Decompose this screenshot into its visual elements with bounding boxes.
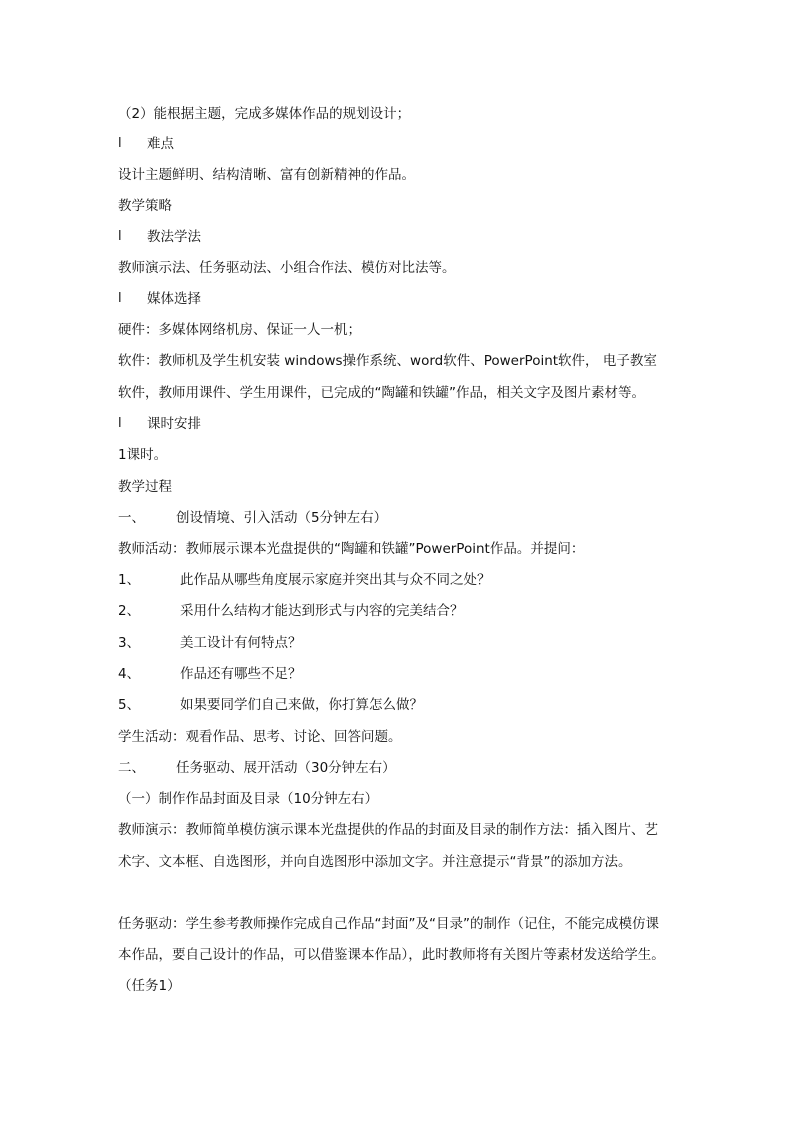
- paragraph-demo-2: 术字、文本框、自选图形，并向自选图形中添加文字。并注意提示“背景”的添加方法。: [118, 854, 632, 870]
- paragraph-task-2: 本作品，要自己设计的作品，可以借鉴课本作品），此时教师将有关图片等素材发送给学生。: [118, 947, 665, 963]
- section-title-1: 创设情境、引入活动（5分钟左右）: [176, 510, 388, 526]
- bullet-marker: l: [118, 416, 122, 431]
- heading-methods: 教法学法: [147, 229, 201, 245]
- question-number: 3、: [118, 635, 141, 651]
- bullet-marker: l: [118, 136, 122, 151]
- paragraph-objective-2: （2）能根据主题，完成多媒体作品的规划设计；: [118, 106, 411, 122]
- question-number: 1、: [118, 572, 141, 588]
- question-number: 2、: [118, 603, 141, 619]
- question-5: 如果要同学们自己来做，你打算怎么做？: [180, 697, 423, 713]
- paragraph-task-3: （任务1）: [118, 978, 181, 994]
- heading-media: 媒体选择: [147, 291, 201, 307]
- question-number: 4、: [118, 666, 141, 682]
- question-1: 此作品从哪些角度展示家庭并突出其与众不同之处？: [180, 572, 491, 588]
- question-2: 采用什么结构才能达到形式与内容的完美结合？: [180, 603, 464, 619]
- paragraph-teacher-activity: 教师活动：教师展示课本光盘提供的“陶罐和铁罐”PowerPoint作品。并提问：: [118, 541, 585, 557]
- paragraph-difficulty: 设计主题鲜明、结构清晰、富有创新精神的作品。: [118, 167, 415, 183]
- bullet-marker: l: [118, 291, 122, 306]
- section-number: 一、: [118, 510, 145, 526]
- paragraph-student-activity: 学生活动：观看作品、思考、讨论、回答问题。: [118, 729, 402, 745]
- paragraph-software-1: 软件：教师机及学生机安装 windows操作系统、word软件、PowerPoint软件， 电子教室: [118, 353, 657, 369]
- paragraph-software-2: 软件，教师用课件、学生用课件，已完成的“陶罐和铁罐”作品，相关文字及图片素材等。: [118, 385, 645, 401]
- section-number: 二、: [118, 760, 145, 776]
- section-title-2: 任务驱动、展开活动（30分钟左右）: [176, 760, 396, 776]
- paragraph-demo-1: 教师演示：教师简单模仿演示课本光盘提供的作品的封面及目录的制作方法：插入图片、艺: [118, 822, 658, 838]
- paragraph-schedule: 1课时。: [118, 447, 168, 463]
- heading-difficulty: 难点: [147, 136, 174, 152]
- paragraph-task-1: 任务驱动：学生参考教师操作完成自己作品“封面”及“目录”的制作（记住，不能完成模仿课: [118, 916, 659, 932]
- question-4: 作品还有哪些不足？: [180, 666, 302, 682]
- paragraph-methods: 教师演示法、任务驱动法、小组合作法、模仿对比法等。: [118, 260, 456, 276]
- question-3: 美工设计有何特点？: [180, 635, 302, 651]
- subsection-title-1: （一）制作作品封面及目录（10分钟左右）: [118, 791, 379, 807]
- heading-process: 教学过程: [118, 479, 172, 495]
- question-number: 5、: [118, 697, 141, 713]
- paragraph-hardware: 硬件：多媒体网络机房、保证一人一机；: [118, 322, 361, 338]
- heading-teaching-strategy: 教学策略: [118, 198, 172, 214]
- heading-schedule: 课时安排: [147, 416, 201, 432]
- bullet-marker: l: [118, 229, 122, 244]
